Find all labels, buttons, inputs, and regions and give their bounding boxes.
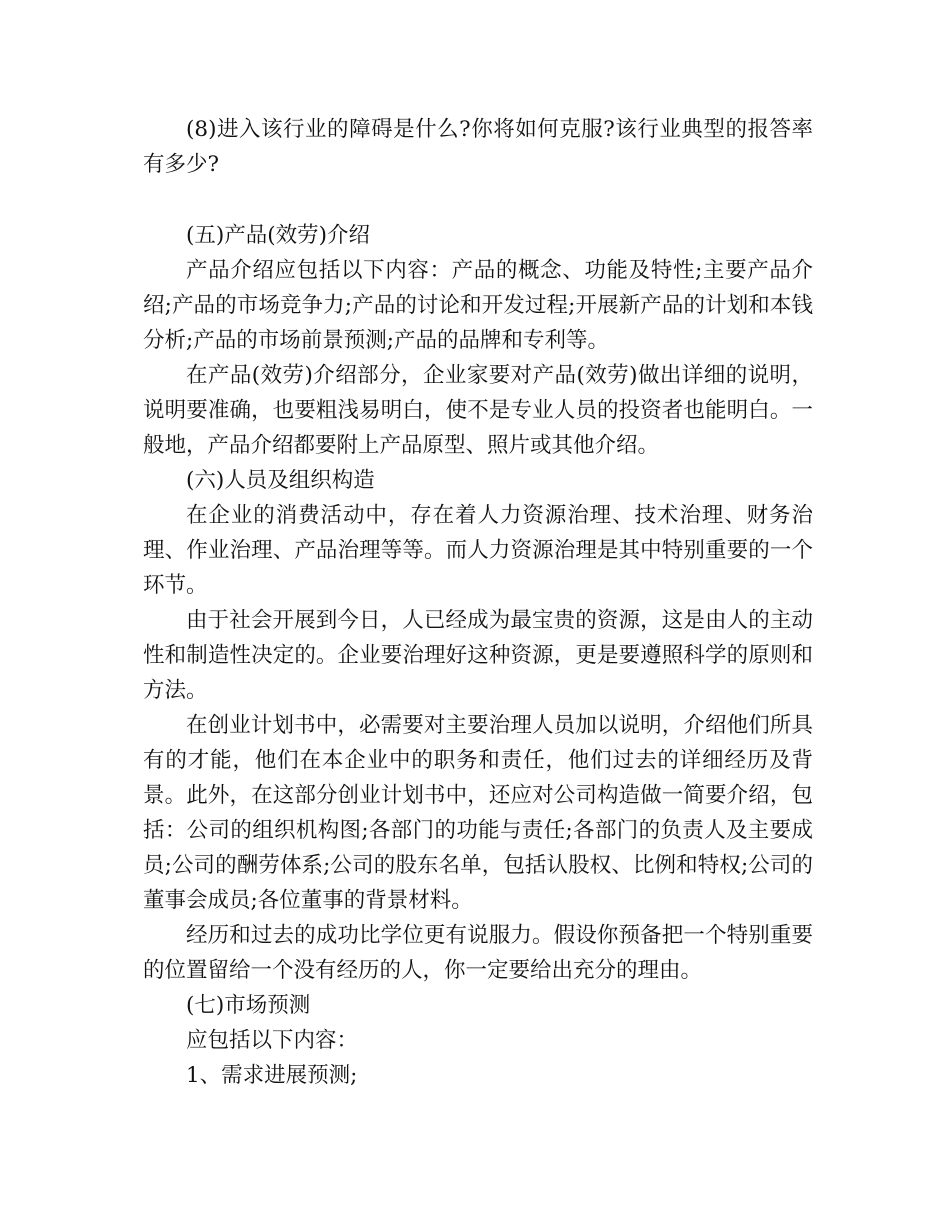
paragraph-human-resource: 由于社会开展到今日，人已经成为最宝贵的资源，这是由人的主动性和制造性决定的。企业要治理好这种资源，更是要遵照科学的原则和方法。: [143, 608, 813, 703]
section-heading-personnel: (六)人员及组织构造: [186, 468, 375, 493]
paragraph-gap: [143, 182, 813, 218]
document-page: [143, 112, 813, 1093]
paragraph-management-team: 在创业计划书中，必需要对主要治理人员加以说明，介绍他们所具有的才能，他们在本企业中的职务和责任，他们过去的详细经历及背景。此外，在这部分创业计划书中，还应对公司构造做一简要介绍，包括：公司的组织机构图;各部门的功能与责任;各部门的负责人及主要成员;公司的酬劳体系;公司的股东名单，包括认股权、比例和特权;公司的董事会成员;各位董事的背景材料。: [143, 713, 813, 913]
list-item-demand-forecast: 1、需求进展预测;: [186, 1063, 358, 1088]
paragraph-question-8: (8)进入该行业的障碍是什么?你将如何克服?该行业典型的报答率有多少?: [143, 117, 813, 177]
paragraph-experience: 经历和过去的成功比学位更有说服力。假设你预备把一个特别重要的位置留给一个没有经历的人，你一定要给出充分的理由。: [143, 923, 813, 983]
paragraph-forecast-intro: 应包括以下内容：: [186, 1028, 359, 1053]
paragraph-product-contents: 产品介绍应包括以下内容：产品的概念、功能及特性;主要产品介绍;产品的市场竞争力;产品的讨论和开发过程;开展新产品的计划和本钱分析;产品的市场前景预测;产品的品牌和专利等。: [143, 258, 813, 353]
section-heading-market-forecast: (七)市场预测: [186, 993, 311, 1018]
section-heading-product: (五)产品(效劳)介绍: [186, 223, 371, 248]
paragraph-personnel-management: 在企业的消费活动中，存在着人力资源治理、技术治理、财务治理、作业治理、产品治理等等。而人力资源治理是其中特别重要的一个环节。: [143, 503, 813, 598]
paragraph-product-description: 在产品(效劳)介绍部分，企业家要对产品(效劳)做出详细的说明，说明要准确，也要粗浅易明白，使不是专业人员的投资者也能明白。一般地，产品介绍都要附上产品原型、照片或其他介绍。: [143, 363, 813, 458]
